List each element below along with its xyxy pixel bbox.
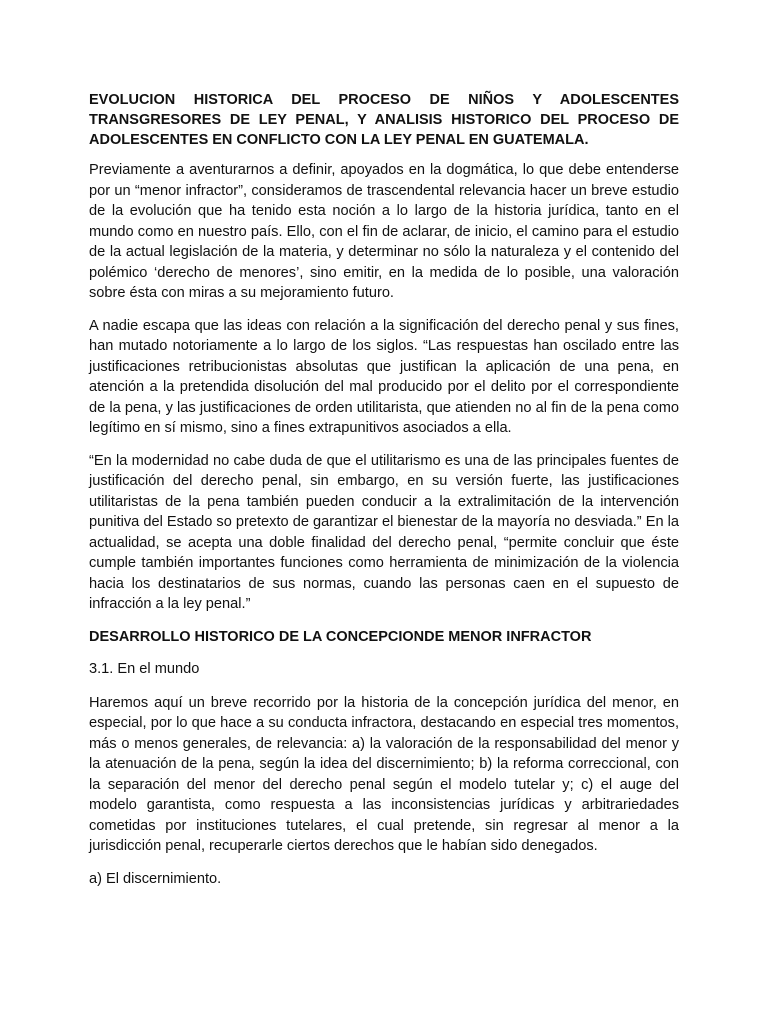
subsection-heading-discernment: a) El discernimiento.: [89, 870, 222, 887]
paragraph-intro: Previamente a aventurarnos a definir, apoyados en la dogmática, lo que debe entenderse por un “menor infractor”, consideramos de trascendental relevancia hacer un breve estudio de la evolución que ha tenido esta noción a lo largo de la historia jurídica, tanto en el mundo como en nuestro país. Ello, con el fin de aclarar, de inicio, el camino para el estudio de la actual legislación de la materia, y determinar no sólo la naturaleza y el contenido del polémico ‘derecho de menores’, sino emitir, en la medida de lo posible, una valoración sobre ésta con miras a su mejoramiento futuro.: [89, 162, 679, 301]
subsection-heading: 3.1. En el mundo: [89, 660, 200, 677]
paragraph-modernity: “En la modernidad no cabe duda de que el utilitarismo es una de las principales fuentes de justificación del derecho penal, sin embargo, en su versión fuerte, las justificaciones utilitaristas de la pena también pueden conducir a la extralimitación de la intervención punitiva del Estado so pretexto de garantizar el bienestar de la mayoría no desviada.” En la actualidad, se acepta una doble finalidad del derecho penal, “permite concluir que éste cumple también importantes funciones como herramienta de minimización de la violencia hacia los destinatarios de sus normas, cuando las personas caen en el supuesto de infracción a la ley penal.”: [89, 452, 679, 612]
paragraph-history: Haremos aquí un breve recorrido por la historia de la concepción jurídica del menor, en especial, por lo que hace a su conducta infractora, destacando en especial tres momentos, más o menos generales, de relevancia: a) la valoración de la responsabilidad del menor y la atenuación de la pena, según la idea del discernimiento; b) la reforma correccional, con la separación del menor del derecho penal según el modelo tutelar y; c) el auge del modelo garantista, como respuesta a las inconsistencias jurídicas y arbitrariedades cometidas por instituciones tutelares, el cual pretende, sin regresar al menor a la jurisdicción penal, recuperarle ciertos derechos que le habían sido denegados.: [89, 694, 679, 854]
document-page: [89, 90, 679, 903]
paragraph-penal-law: A nadie escapa que las ideas con relación a la significación del derecho penal y sus fines, han mutado notoriamente a lo largo de los siglos. “Las respuestas han oscilado entre las justificaciones retribucionistas absolutas que justifican la aplicación de una pena, en atención a la pretendida disolución del mal producido por el delito por el correspondiente de la pena, y las justificaciones de orden utilitarista, que atienden no al fin de la pena como legítimo en sí mismo, sino a fines extrapunitivos asociados a ella.: [89, 317, 679, 436]
document-title: EVOLUCION HISTORICA DEL PROCESO DE NIÑOS Y ADOLESCENTES TRANSGRESORES DE LEY PENAL, Y ANALISIS HISTORICO DEL PROCESO DE ADOLESCENTES EN CONFLICTO CON LA LEY PENAL EN GUATEMALA.: [89, 92, 679, 148]
section-heading: DESARROLLO HISTORICO DE LA CONCEPCIONDE MENOR INFRACTOR: [89, 628, 592, 645]
